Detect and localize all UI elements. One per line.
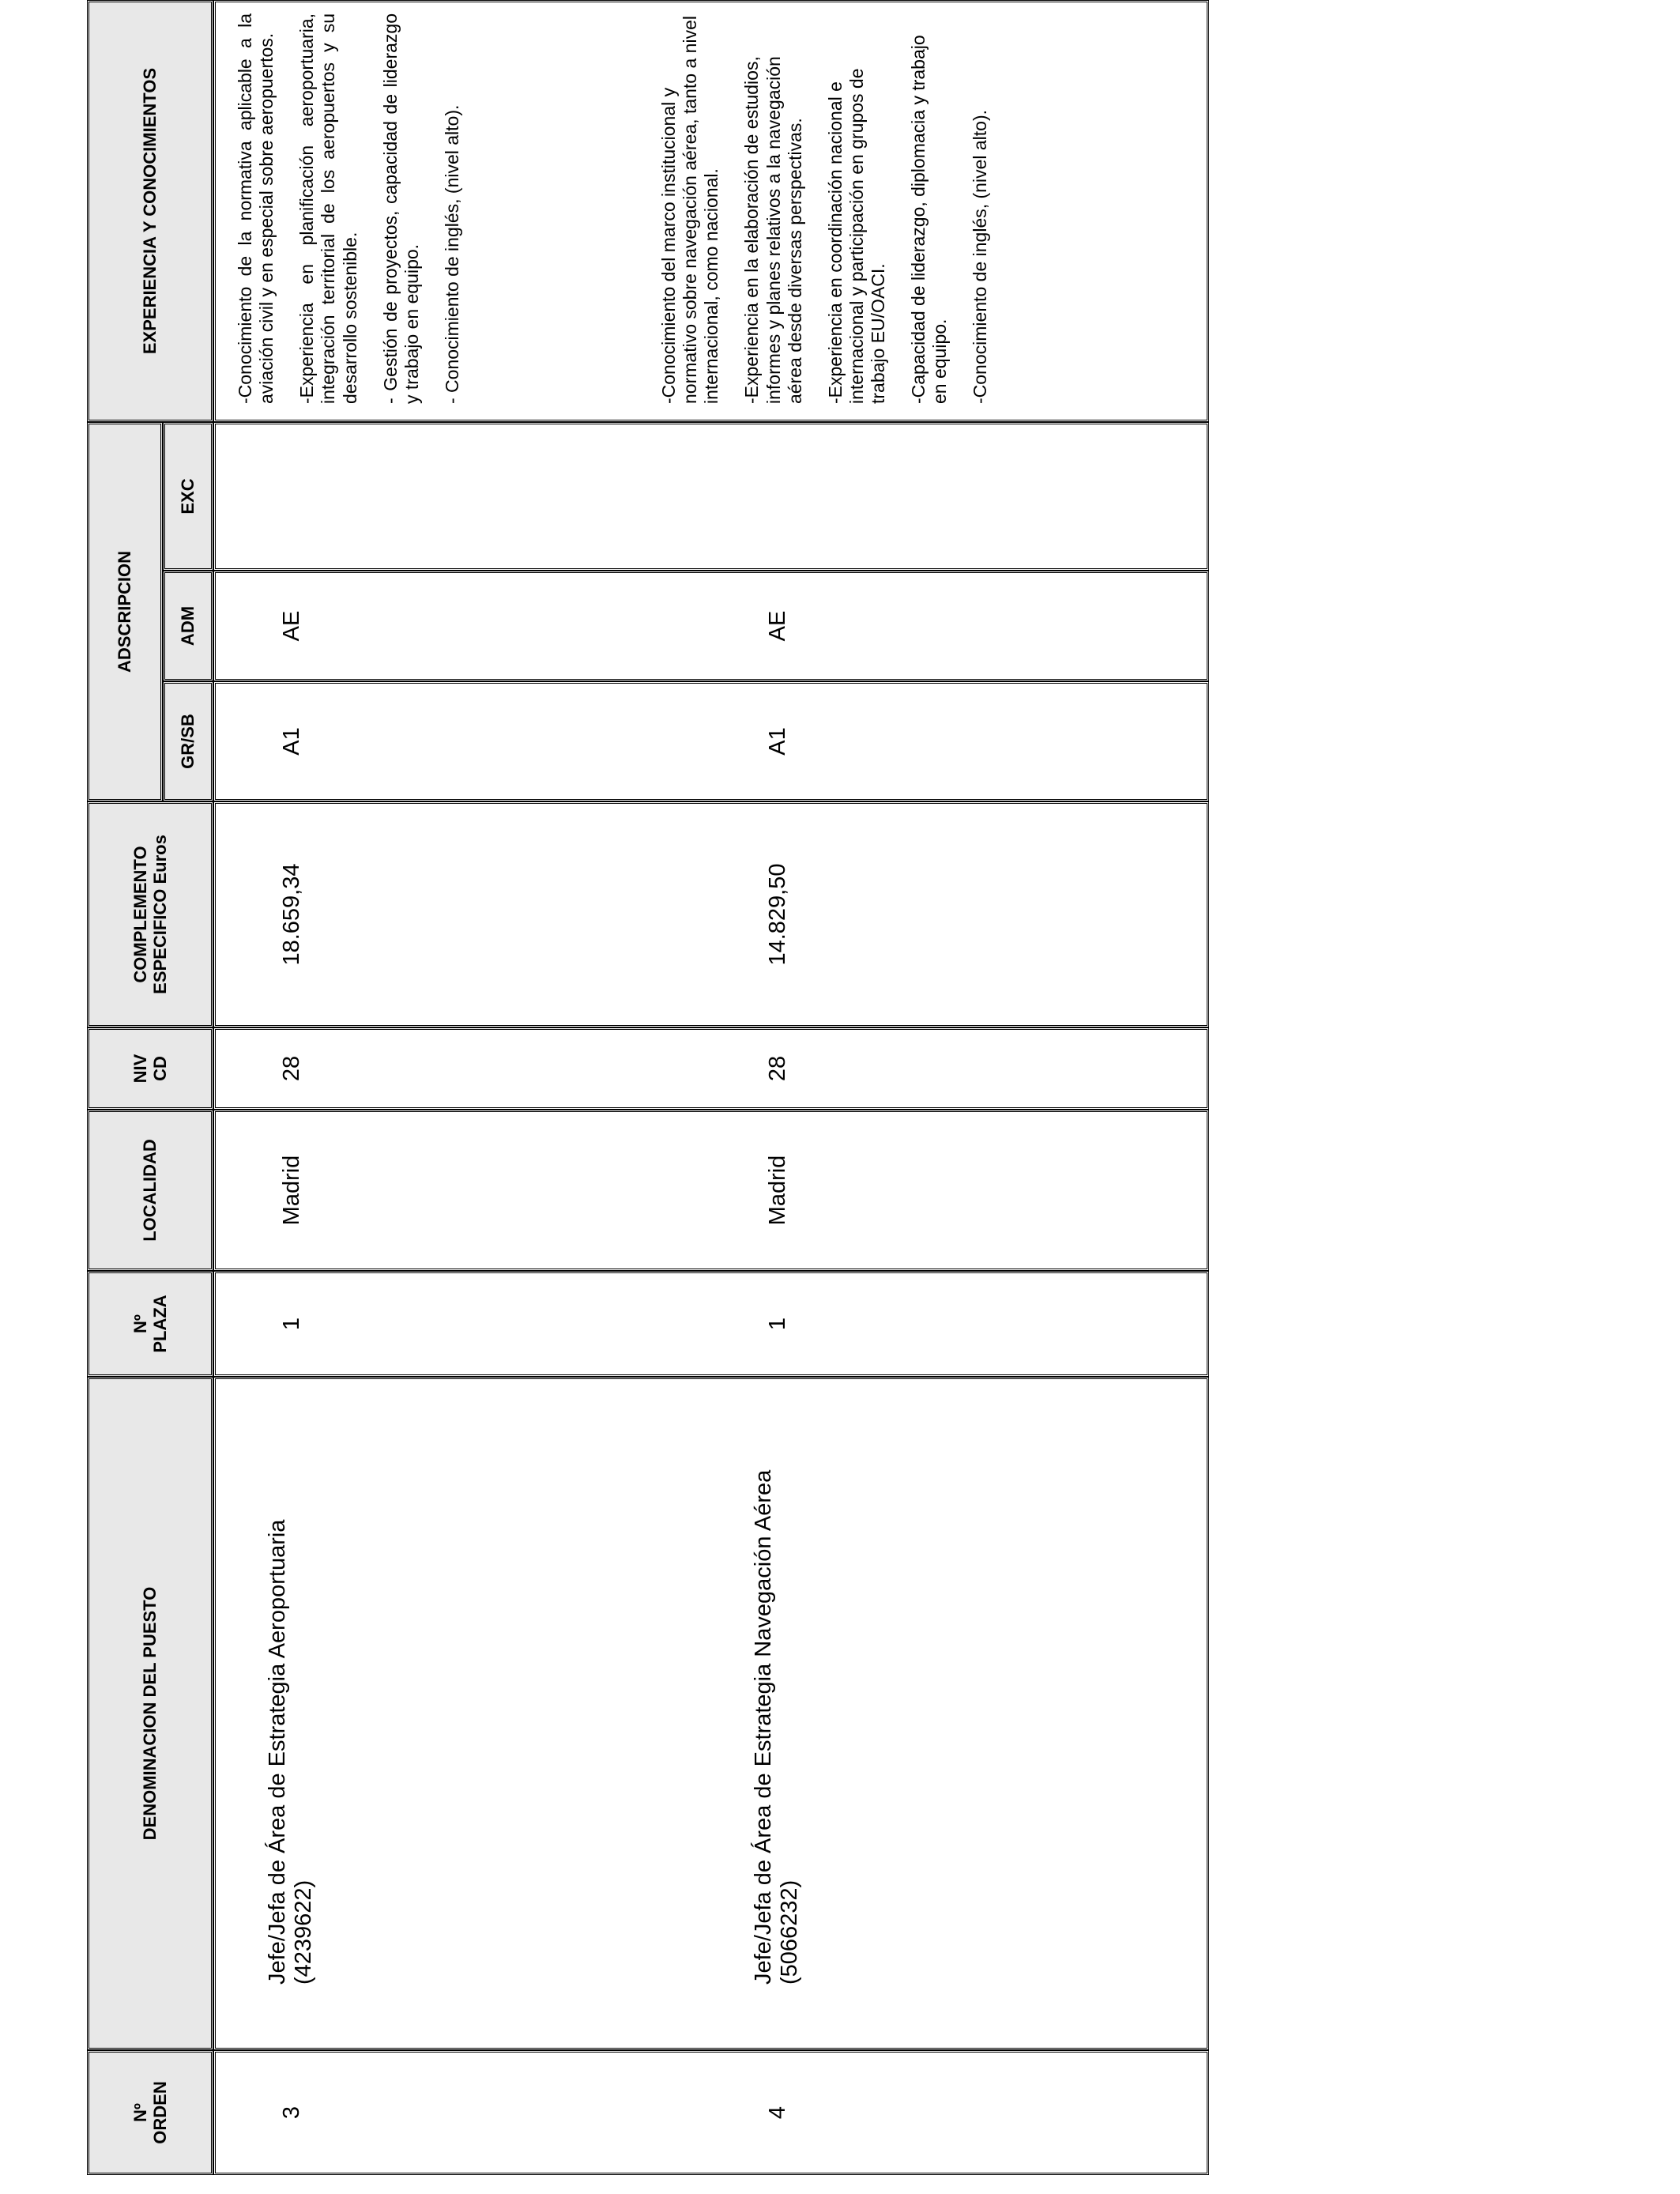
header-complemento xyxy=(87,801,213,1027)
header-adm-label: ADM xyxy=(178,605,198,647)
col-niv xyxy=(213,1027,1209,1110)
row-4-niv: 28 xyxy=(765,1055,790,1082)
header-adm xyxy=(163,571,213,681)
rotated-table-page xyxy=(87,0,1209,2175)
header-experiencia xyxy=(87,0,213,422)
col-plaza xyxy=(213,1271,1209,1377)
row-3-plaza: 1 xyxy=(279,1317,304,1331)
header-exc-label: EXC xyxy=(178,478,198,515)
header-niv xyxy=(87,1027,213,1110)
header-denominacion-label: DENOMINACION DEL PUESTO xyxy=(140,1586,160,1841)
header-exc xyxy=(163,422,213,571)
col-grsb xyxy=(213,681,1209,801)
row-3-niv: 28 xyxy=(279,1055,304,1082)
header-orden-label: Nº ORDEN xyxy=(130,2081,170,2144)
header-adscripcion-label: ADSCRIPCION xyxy=(115,551,135,673)
row-3-experiencia xyxy=(235,13,482,404)
row-4-complemento: 14.829,50 xyxy=(765,863,790,966)
row-3-localidad: Madrid xyxy=(279,1155,304,1226)
row-4-grsb: A1 xyxy=(765,727,790,756)
row-3-experiencia-item: - Gestión de proyectos, capacidad de liderazgo y trabajo en equipo. xyxy=(379,13,422,404)
row-4-experiencia-item: -Capacidad de liderazgo, diplomacia y trabajo en equipo. xyxy=(908,35,951,404)
row-4-localidad: Madrid xyxy=(765,1155,790,1226)
row-4-denominacion: Jefe/Jefa de Área de Estrategia Navegación Aérea (5066232) xyxy=(751,1469,803,1985)
row-3-complemento: 18.659,34 xyxy=(279,863,304,966)
row-4-orden: 4 xyxy=(765,2105,790,2120)
header-grsb xyxy=(163,681,213,801)
row-3-adm: AE xyxy=(279,610,304,642)
col-denominacion xyxy=(213,1377,1209,2050)
header-orden xyxy=(87,2050,213,2175)
header-niv-label: NIV CD xyxy=(130,1054,170,1084)
row-3-experiencia-item: - Conocimiento de inglés, (nivel alto). xyxy=(441,104,462,404)
header-denominacion xyxy=(87,1377,213,2050)
row-4-experiencia-item: -Experiencia en coordinación nacional e internacional y participación en grupos de trabajo EU/OACI. xyxy=(824,68,888,404)
col-experiencia xyxy=(213,0,1209,422)
header-localidad-label: LOCALIDAD xyxy=(140,1139,160,1242)
header-adscripcion xyxy=(87,422,163,801)
row-3-orden: 3 xyxy=(279,2105,304,2120)
row-3-denominacion: Jefe/Jefa de Área de Estrategia Aeroportuaria (4239622) xyxy=(265,1519,317,1985)
row-4-experiencia-item: -Conocimiento de inglés, (nivel alto). xyxy=(970,109,991,404)
col-complemento xyxy=(213,801,1209,1027)
header-complemento-label: COMPLEMENTO ESPECIFICO Euros xyxy=(130,835,170,994)
header-experiencia-label: EXPERIENCIA Y CONOCIMIENTOS xyxy=(140,67,160,355)
header-plaza-label: Nº PLAZA xyxy=(130,1295,170,1353)
col-orden xyxy=(213,2050,1209,2175)
header-localidad xyxy=(87,1110,213,1271)
row-4-adm: AE xyxy=(765,610,790,642)
row-3-experiencia-item: -Experiencia en planificación aeroportuaria, integración territorial de los aeropuertos y su desarrollo sostenible. xyxy=(296,13,360,404)
row-4-plaza: 1 xyxy=(765,1317,790,1331)
row-4-experiencia-item: -Conocimiento del marco institucional y normativo sobre navegación aérea, tanto a nivel internacional, como nacional. xyxy=(658,16,722,404)
row-4-experiencia xyxy=(658,13,1011,404)
row-3-grsb: A1 xyxy=(279,727,304,756)
col-adm xyxy=(213,571,1209,681)
header-plaza xyxy=(87,1271,213,1377)
col-localidad xyxy=(213,1110,1209,1271)
header-grsb-label: GR/SB xyxy=(178,714,198,769)
row-4-experiencia-item: -Experiencia en la elaboración de estudios, informes y planes relativos a la navegación aérea desde diversas perspectivas. xyxy=(741,56,805,404)
row-3-experiencia-item: -Conocimiento de la normativa aplicable a la aviación civil y en especial sobre aeropuertos. xyxy=(235,13,277,404)
col-exc xyxy=(213,422,1209,571)
